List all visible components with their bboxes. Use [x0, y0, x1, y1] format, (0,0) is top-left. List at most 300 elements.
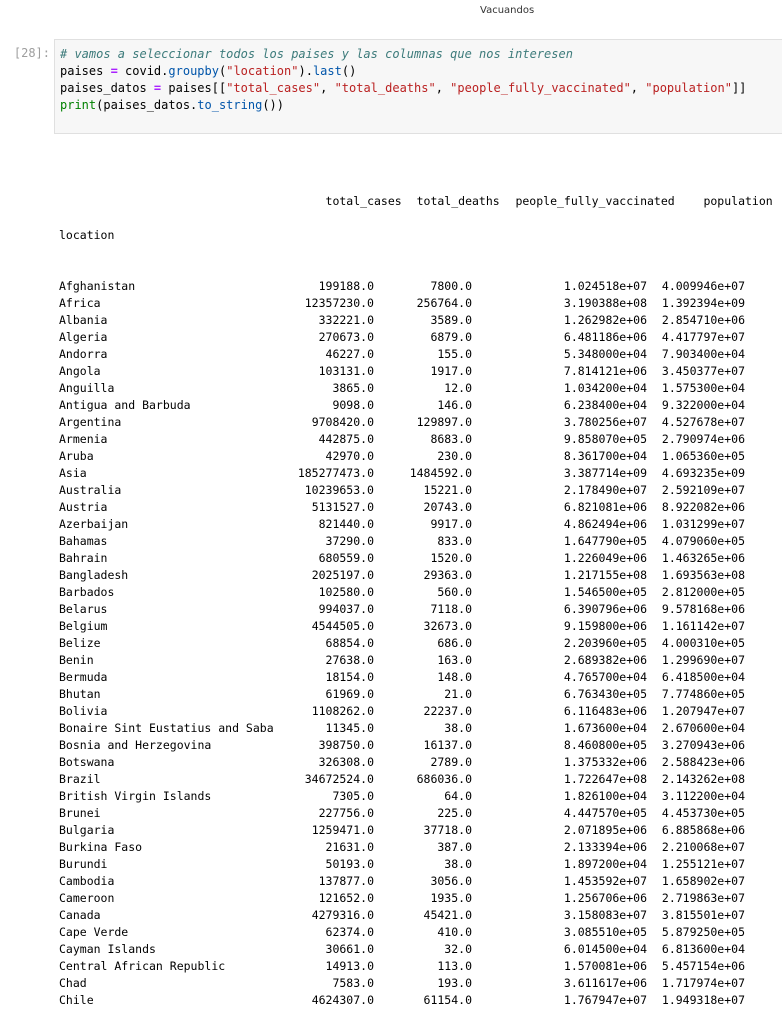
row-value: 193.0	[437, 976, 472, 990]
row-value: 2.719863e+07	[661, 891, 745, 905]
code-token: .	[161, 64, 169, 78]
row-value: 2.854710e+06	[661, 313, 745, 327]
row-location: Cape Verde	[59, 925, 129, 939]
table-row	[59, 822, 773, 839]
row-value: 3589.0	[430, 313, 472, 327]
row-value: 7583.0	[332, 976, 374, 990]
table-row	[59, 635, 773, 652]
table-row	[59, 737, 773, 754]
row-value: 4.765700e+04	[563, 670, 647, 684]
row-value: 3.085510e+05	[563, 925, 647, 939]
row-value: 10239653.0	[304, 483, 374, 497]
table-row	[59, 856, 773, 873]
row-value: 7.774860e+05	[661, 687, 745, 701]
row-location: Cambodia	[59, 874, 115, 888]
row-location: Burkina Faso	[59, 840, 143, 854]
table-row	[59, 669, 773, 686]
row-value: 37290.0	[325, 534, 374, 548]
row-value: 4279316.0	[311, 908, 374, 922]
row-value: 9.858070e+05	[563, 432, 647, 446]
row-value: 38.0	[444, 857, 472, 871]
code-comment: # vamos a seleccionar todos los paises y las columnas que nos interesen	[60, 47, 573, 61]
row-value: 15221.0	[423, 483, 472, 497]
row-value: 4.453730e+05	[661, 806, 745, 820]
row-location: Bangladesh	[59, 568, 129, 582]
row-location: Anguilla	[59, 381, 115, 395]
row-value: 121652.0	[318, 891, 374, 905]
row-location: Afghanistan	[59, 279, 136, 293]
row-value: 686036.0	[416, 772, 472, 786]
row-value: 4.009946e+07	[661, 279, 745, 293]
row-value: 4.527678e+07	[661, 415, 745, 429]
row-value: 4.417797e+07	[661, 330, 745, 344]
row-value: 994037.0	[318, 602, 374, 616]
table-row	[59, 686, 773, 703]
row-value: 2.689382e+06	[563, 653, 647, 667]
code-token: paises[[	[161, 81, 227, 95]
row-value: 6879.0	[430, 330, 472, 344]
row-value: 9.159800e+06	[563, 619, 647, 633]
row-value: 2.071895e+06	[563, 823, 647, 837]
row-value: 155.0	[437, 347, 472, 361]
code-token: )	[298, 64, 306, 78]
row-value: 1.299690e+07	[661, 653, 745, 667]
row-value: 3.450377e+07	[661, 364, 745, 378]
row-value: 1.034200e+04	[563, 381, 647, 395]
row-value: 1520.0	[430, 551, 472, 565]
row-value: 1.031299e+07	[661, 517, 745, 531]
row-value: 2.178490e+07	[563, 483, 647, 497]
row-value: 410.0	[437, 925, 472, 939]
table-row	[59, 278, 773, 295]
row-value: 4.693235e+09	[661, 466, 745, 480]
row-value: 1.463265e+06	[661, 551, 745, 565]
row-value: 12357230.0	[304, 296, 374, 310]
row-value: 7.814121e+06	[563, 364, 647, 378]
row-value: 1.453592e+07	[563, 874, 647, 888]
row-value: 2025197.0	[311, 568, 374, 582]
row-value: 2.210068e+07	[661, 840, 745, 854]
row-value: 9708420.0	[311, 415, 374, 429]
row-value: 4.447570e+05	[563, 806, 647, 820]
table-row	[59, 363, 773, 380]
row-value: 18154.0	[325, 670, 374, 684]
table-row	[59, 788, 773, 805]
column-header: population	[703, 194, 773, 208]
row-value: 146.0	[437, 398, 472, 412]
row-value: 50193.0	[325, 857, 374, 871]
code-token: (	[218, 64, 227, 78]
row-value: 1.658902e+07	[661, 874, 745, 888]
row-location: Bolivia	[59, 704, 108, 718]
row-location: Benin	[59, 653, 94, 667]
row-value: 256764.0	[416, 296, 472, 310]
table-row	[59, 380, 773, 397]
table-row	[59, 652, 773, 669]
row-value: 3.780256e+07	[563, 415, 647, 429]
table-row	[59, 618, 773, 635]
row-value: 8.361700e+04	[563, 449, 647, 463]
row-value: 4624307.0	[311, 993, 374, 1007]
row-location: Botswana	[59, 755, 115, 769]
row-value: 6.481186e+06	[563, 330, 647, 344]
row-location: Cameroon	[59, 891, 115, 905]
row-value: 7800.0	[430, 279, 472, 293]
code-token: (paises_datos	[96, 98, 191, 112]
row-value: 1.949318e+07	[661, 993, 745, 1007]
table-row	[59, 329, 773, 346]
row-value: 560.0	[437, 585, 472, 599]
table-row	[59, 346, 773, 363]
row-value: 4.079060e+05	[661, 534, 745, 548]
previous-output-label: Vacuandos	[480, 5, 535, 16]
row-value: 1.207947e+07	[661, 704, 745, 718]
row-value: 1.897200e+04	[563, 857, 647, 871]
row-location: Canada	[59, 908, 101, 922]
row-value: 16137.0	[423, 738, 472, 752]
row-value: 1.375332e+06	[563, 755, 647, 769]
row-value: 3.190388e+08	[563, 296, 647, 310]
row-value: 22237.0	[423, 704, 472, 718]
code-token: paises_datos	[60, 81, 154, 95]
row-value: 20743.0	[423, 500, 472, 514]
row-value: 1.226049e+06	[563, 551, 647, 565]
row-value: 227756.0	[318, 806, 374, 820]
row-value: 137877.0	[318, 874, 374, 888]
code-string: "total_cases"	[226, 81, 321, 95]
row-location: Belgium	[59, 619, 108, 633]
row-location: Bahrain	[59, 551, 108, 565]
row-value: 1.217155e+08	[563, 568, 647, 582]
row-location: Brazil	[59, 772, 101, 786]
code-builtin: print	[60, 98, 97, 112]
row-value: 1.161142e+07	[661, 619, 745, 633]
row-value: 398750.0	[318, 738, 374, 752]
code-method: last	[312, 64, 342, 78]
row-value: 27638.0	[325, 653, 374, 667]
code-token: .	[305, 64, 313, 78]
code-token: ,	[320, 81, 335, 95]
code-operator: =	[153, 81, 162, 95]
row-value: 2.203960e+05	[563, 636, 647, 650]
row-value: 113.0	[437, 959, 472, 973]
table-row	[59, 584, 773, 601]
row-value: 9917.0	[430, 517, 472, 531]
row-value: 7118.0	[430, 602, 472, 616]
row-value: 6.238400e+04	[563, 398, 647, 412]
code-line-1	[60, 46, 573, 63]
row-value: 1.065360e+05	[661, 449, 745, 463]
row-value: 21631.0	[325, 840, 374, 854]
cell-prompt: [28]:	[13, 46, 50, 60]
row-value: 9.578168e+06	[661, 602, 745, 616]
row-value: 3865.0	[332, 381, 374, 395]
row-value: 129897.0	[416, 415, 472, 429]
row-value: 8.922082e+06	[661, 500, 745, 514]
row-value: 9098.0	[332, 398, 374, 412]
row-value: 61969.0	[325, 687, 374, 701]
row-value: 833.0	[437, 534, 472, 548]
row-value: 1.575300e+04	[661, 381, 745, 395]
row-value: 3.611617e+06	[563, 976, 647, 990]
table-row	[59, 431, 773, 448]
row-value: 7.903400e+04	[661, 347, 745, 361]
row-value: 332221.0	[318, 313, 374, 327]
row-value: 21.0	[444, 687, 472, 701]
row-value: 1.673600e+04	[563, 721, 647, 735]
row-location: Argentina	[59, 415, 122, 429]
row-value: 46227.0	[325, 347, 374, 361]
row-location: Bhutan	[59, 687, 101, 701]
row-location: Armenia	[59, 432, 108, 446]
row-value: 270673.0	[318, 330, 374, 344]
table-row	[59, 703, 773, 720]
row-location: Bonaire Sint Eustatius and Saba	[59, 721, 274, 735]
row-value: 5.348000e+04	[563, 347, 647, 361]
cell-output	[59, 142, 773, 1026]
row-value: 1.717974e+07	[661, 976, 745, 990]
row-value: 38.0	[444, 721, 472, 735]
table-row	[59, 397, 773, 414]
row-value: 387.0	[437, 840, 472, 854]
table-row	[59, 550, 773, 567]
code-string: "people_fully_vaccinated"	[450, 81, 631, 95]
row-value: 32.0	[444, 942, 472, 956]
row-value: 6.885868e+06	[661, 823, 745, 837]
row-value: 29363.0	[423, 568, 472, 582]
row-value: 5.457154e+06	[661, 959, 745, 973]
code-line-4	[60, 97, 284, 114]
table-row	[59, 720, 773, 737]
row-value: 230.0	[437, 449, 472, 463]
row-value: 163.0	[437, 653, 472, 667]
row-value: 62374.0	[325, 925, 374, 939]
index-name: location	[59, 228, 115, 242]
row-value: 4.862494e+06	[563, 517, 647, 531]
row-location: Chile	[59, 993, 94, 1007]
table-row	[59, 873, 773, 890]
column-header: people_fully_vaccinated	[515, 194, 675, 208]
row-location: Albania	[59, 313, 108, 327]
row-value: 32673.0	[423, 619, 472, 633]
row-value: 64.0	[444, 789, 472, 803]
row-value: 1484592.0	[409, 466, 472, 480]
row-value: 3.270943e+06	[661, 738, 745, 752]
row-value: 12.0	[444, 381, 472, 395]
row-value: 30661.0	[325, 942, 374, 956]
column-header: total_deaths	[416, 194, 500, 208]
row-value: 6.763430e+05	[563, 687, 647, 701]
code-token: ]]	[731, 81, 747, 95]
row-value: 1.256706e+06	[563, 891, 647, 905]
column-header: total_cases	[325, 194, 402, 208]
row-value: 3.112200e+04	[661, 789, 745, 803]
row-location: Bulgaria	[59, 823, 115, 837]
code-operator: =	[110, 64, 118, 78]
table-row	[59, 414, 773, 431]
row-value: 1.722647e+08	[563, 772, 647, 786]
row-location: Bermuda	[59, 670, 108, 684]
row-value: 225.0	[437, 806, 472, 820]
row-location: British Virgin Islands	[59, 789, 212, 803]
table-row	[59, 754, 773, 771]
row-value: 6.813600e+04	[661, 942, 745, 956]
row-location: Central African Republic	[59, 959, 226, 973]
row-value: 1108262.0	[311, 704, 374, 718]
row-value: 185277473.0	[297, 466, 374, 480]
code-token: paises	[60, 64, 111, 78]
table-row	[59, 465, 773, 482]
table-row	[59, 958, 773, 975]
code-string: "population"	[645, 81, 732, 95]
row-value: 686.0	[437, 636, 472, 650]
row-value: 2.133394e+06	[563, 840, 647, 854]
code-method: to_string	[197, 98, 263, 112]
row-value: 1.767947e+07	[563, 993, 647, 1007]
row-value: 821440.0	[318, 517, 374, 531]
table-row	[59, 924, 773, 941]
row-value: 6.821081e+06	[563, 500, 647, 514]
row-value: 442875.0	[318, 432, 374, 446]
row-value: 102580.0	[318, 585, 374, 599]
code-token: ,	[435, 81, 451, 95]
row-location: Asia	[59, 466, 87, 480]
row-value: 2.588423e+06	[661, 755, 745, 769]
row-value: 6.116483e+06	[563, 704, 647, 718]
row-location: Bosnia and Herzegovina	[59, 738, 212, 752]
row-location: Brunei	[59, 806, 101, 820]
row-value: 1917.0	[430, 364, 472, 378]
row-value: 2789.0	[430, 755, 472, 769]
table-row	[59, 771, 773, 788]
row-value: 326308.0	[318, 755, 374, 769]
code-token: ()	[341, 64, 357, 78]
row-value: 2.143262e+08	[661, 772, 745, 786]
table-row	[59, 448, 773, 465]
table-row	[59, 805, 773, 822]
row-value: 1259471.0	[311, 823, 374, 837]
table-row	[59, 907, 773, 924]
row-value: 1.024518e+07	[563, 279, 647, 293]
row-location: Angola	[59, 364, 101, 378]
row-value: 3056.0	[430, 874, 472, 888]
table-row	[59, 992, 773, 1009]
code-token: covid	[117, 64, 162, 78]
row-value: 4.000310e+05	[661, 636, 745, 650]
row-value: 2.592109e+07	[661, 483, 745, 497]
row-location: Antigua and Barbuda	[59, 398, 191, 412]
table-row	[59, 975, 773, 992]
row-value: 6.390796e+06	[563, 602, 647, 616]
row-value: 3.815501e+07	[661, 908, 745, 922]
row-value: 68854.0	[325, 636, 374, 650]
row-value: 1935.0	[430, 891, 472, 905]
row-value: 6.014500e+04	[563, 942, 647, 956]
row-location: Burundi	[59, 857, 108, 871]
row-value: 3.158083e+07	[563, 908, 647, 922]
row-value: 1.392394e+09	[661, 296, 745, 310]
row-value: 4544505.0	[311, 619, 374, 633]
row-location: Algeria	[59, 330, 108, 344]
row-value: 34672524.0	[304, 772, 374, 786]
row-value: 1.255121e+07	[661, 857, 745, 871]
row-value: 1.647790e+05	[563, 534, 647, 548]
table-row	[59, 941, 773, 958]
row-value: 9.322000e+04	[661, 398, 745, 412]
table-row	[59, 482, 773, 499]
table-row	[59, 516, 773, 533]
row-location: Austria	[59, 500, 108, 514]
row-value: 8683.0	[430, 432, 472, 446]
row-value: 1.570081e+06	[563, 959, 647, 973]
table-row	[59, 312, 773, 329]
code-cell-input[interactable]	[54, 39, 782, 134]
row-value: 2.812000e+05	[661, 585, 745, 599]
row-value: 103131.0	[318, 364, 374, 378]
table-row	[59, 567, 773, 584]
row-value: 7305.0	[332, 789, 374, 803]
row-value: 2.790974e+06	[661, 432, 745, 446]
code-method: groupby	[168, 64, 219, 78]
code-string: "location"	[226, 64, 299, 78]
table-row	[59, 499, 773, 516]
row-location: Cayman Islands	[59, 942, 156, 956]
row-value: 680559.0	[318, 551, 374, 565]
output-index-name-row	[59, 227, 773, 244]
row-value: 5131527.0	[311, 500, 374, 514]
row-location: Belize	[59, 636, 101, 650]
code-token: ())	[262, 98, 284, 112]
row-value: 61154.0	[423, 993, 472, 1007]
code-line-2	[60, 63, 356, 80]
table-row	[59, 533, 773, 550]
row-location: Africa	[59, 296, 101, 310]
row-value: 42970.0	[325, 449, 374, 463]
code-line-3	[60, 80, 746, 97]
code-string: "total_deaths"	[334, 81, 436, 95]
table-row	[59, 295, 773, 312]
row-location: Aruba	[59, 449, 94, 463]
row-value: 11345.0	[325, 721, 374, 735]
row-value: 45421.0	[423, 908, 472, 922]
row-value: 148.0	[437, 670, 472, 684]
row-value: 1.546500e+05	[563, 585, 647, 599]
code-token: .	[190, 98, 198, 112]
table-row	[59, 839, 773, 856]
row-location: Azerbaijan	[59, 517, 129, 531]
row-location: Barbados	[59, 585, 115, 599]
row-value: 1.262982e+06	[563, 313, 647, 327]
row-value: 6.418500e+04	[661, 670, 745, 684]
row-value: 1.693563e+08	[661, 568, 745, 582]
row-value: 1.826100e+04	[563, 789, 647, 803]
row-location: Australia	[59, 483, 122, 497]
row-location: Chad	[59, 976, 87, 990]
row-value: 199188.0	[318, 279, 374, 293]
row-location: Belarus	[59, 602, 108, 616]
row-location: Bahamas	[59, 534, 108, 548]
row-value: 37718.0	[423, 823, 472, 837]
row-value: 2.670600e+04	[661, 721, 745, 735]
row-location: Andorra	[59, 347, 108, 361]
output-header-row	[59, 176, 773, 208]
code-token: ,	[630, 81, 646, 95]
row-value: 3.387714e+09	[563, 466, 647, 480]
row-value: 8.460800e+05	[563, 738, 647, 752]
table-row	[59, 601, 773, 618]
row-value: 14913.0	[325, 959, 374, 973]
row-value: 5.879250e+05	[661, 925, 745, 939]
